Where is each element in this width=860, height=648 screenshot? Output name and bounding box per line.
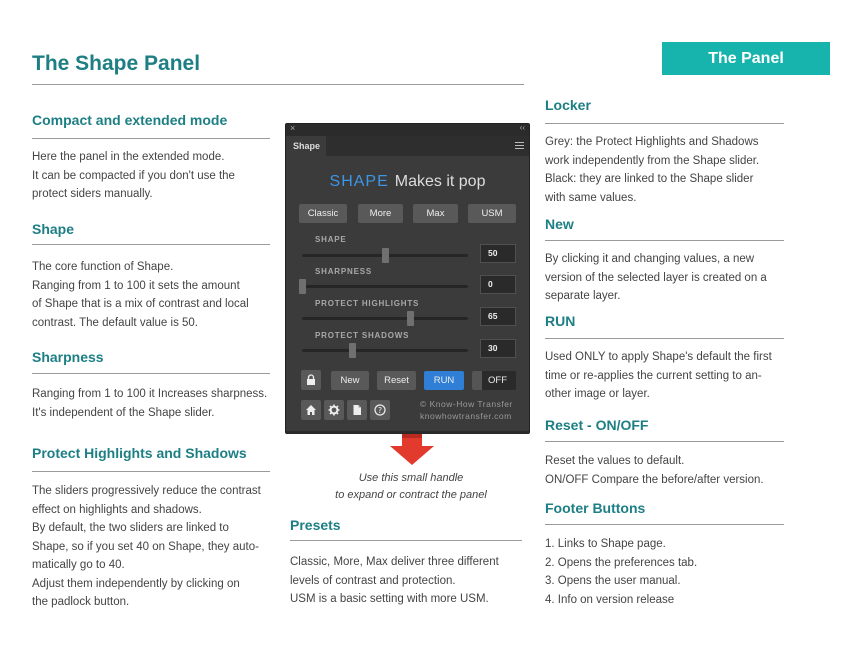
toggle-knob [472,371,482,390]
shape-divider [32,244,270,245]
compact-divider [32,138,270,139]
preset-usm-button[interactable]: USM [468,204,516,223]
credit-text [420,398,513,422]
collapse-icon[interactable]: ‹‹ [519,123,525,132]
home-button[interactable] [301,400,321,420]
new-button[interactable]: New [331,371,369,390]
close-icon[interactable]: × [290,123,296,133]
shape-slider-label: SHAPE [315,235,347,244]
brand-title [286,173,529,191]
help-icon [374,404,386,416]
on-off-toggle[interactable] [472,371,516,390]
sharpness-heading: Sharpness [32,349,104,365]
sharpness-slider-thumb[interactable] [299,279,306,294]
locker-body: Grey: the Protect Highlights and Shadows work independently from the Shape slider. Black: they are linked to the Shape slider with same values. [545,136,760,204]
preferences-button[interactable] [324,400,344,420]
locker-divider [545,123,784,124]
run-heading: RUN [545,313,576,329]
protect-highlights-slider[interactable] [302,317,468,320]
compact-heading: Compact and extended mode [32,112,228,128]
gear-icon [328,404,340,416]
handle-caption: Use this small handle to expand or contract the panel [335,472,487,501]
run-button[interactable]: RUN [424,371,464,390]
panel-menu-icon[interactable] [515,140,524,152]
presets-body: Classic, More, Max deliver three different levels of contrast and protection. USM is a basic setting with more USM. [290,556,499,605]
preset-max-button[interactable]: Max [413,204,458,223]
tab-shape[interactable]: Shape [286,136,326,156]
new-divider [545,240,784,241]
title-divider [32,84,524,85]
shape-body: The core function of Shape. Ranging from 1 to 100 it sets the amount of Shape that is a mix of contrast and local contrast. The default value is 50. [32,261,249,329]
arrow-down-icon [388,434,436,466]
preset-classic-button[interactable]: Classic [299,204,347,223]
locker-heading: Locker [545,97,591,113]
footer-buttons-heading: Footer Buttons [545,500,646,516]
footer-buttons-divider [545,524,784,525]
shape-value-field[interactable]: 50 [480,244,516,263]
info-button[interactable] [370,400,390,420]
protect-divider [32,471,270,472]
preset-more-button[interactable]: More [358,204,403,223]
brand-tagline: Makes it pop [394,173,486,190]
shape-slider[interactable] [302,254,468,257]
shape-panel [285,123,530,434]
reset-divider [545,441,784,442]
sharpness-slider-label: SHARPNESS [315,267,372,276]
reset-button[interactable]: Reset [377,371,416,390]
padlock-button[interactable] [301,370,321,390]
protect-body: The sliders progressively reduce the contrast effect on highlights and shadows. By default, the two sliders are linked to Shape, so if you set 40 on Shape, they auto- matically go to 40. Adjust them independently by clicking on the padlock button. [32,485,261,608]
reset-body: Reset the values to default. ON/OFF Compare the before/after version. [545,455,764,486]
toggle-label: OFF [488,375,507,386]
shape-slider-thumb[interactable] [382,248,389,263]
run-body: Used ONLY to apply Shape's default the first time or re-applies the current setting to an- other image or layer. [545,351,772,400]
lock-icon [305,374,317,386]
sharpness-body: Ranging from 1 to 100 it Increases sharpness. It's independent of the Shape slider. [32,388,268,419]
credit-link[interactable]: knowhowtransfer.com [420,411,512,421]
new-heading: New [545,216,574,232]
panel-topbar [286,124,529,136]
shape-heading: Shape [32,221,75,237]
sharpness-value-field[interactable]: 0 [480,275,516,294]
presets-divider [290,540,522,541]
sharpness-slider[interactable] [302,285,468,288]
protect-shadows-slider[interactable] [302,349,468,352]
reset-heading: Reset - ON/OFF [545,417,649,433]
manual-button[interactable] [347,400,367,420]
credit-line-1: © Know-How Transfer [420,399,513,409]
presets-heading: Presets [290,517,341,533]
footer-buttons-body: 1. Links to Shape page. 2. Opens the preferences tab. 3. Opens the user manual. 4. Info on version release [545,538,698,606]
protect-shadows-label: PROTECT SHADOWS [315,331,410,340]
protect-highlights-thumb[interactable] [407,311,414,326]
page-title: The Shape Panel [32,52,201,75]
document-icon [351,404,363,416]
compact-body: Here the panel in the extended mode. It can be compacted if you don't use the protect siders manually. [32,151,235,200]
protect-shadows-thumb[interactable] [349,343,356,358]
home-icon [305,404,317,416]
protect-highlights-value-field[interactable]: 65 [480,307,516,326]
protect-highlights-label: PROTECT HIGHLIGHTS [315,299,420,308]
panel-tab-row [286,136,529,156]
svg-text:?: ? [377,406,383,415]
protect-shadows-value-field[interactable]: 30 [480,339,516,358]
protect-heading: Protect Highlights and Shadows [32,445,247,461]
run-divider [545,338,784,339]
brand-name: SHAPE [329,173,389,190]
new-body: By clicking it and changing values, a new version of the selected layer is created on a separate layer. [545,253,767,302]
sharpness-divider [32,373,270,374]
the-panel-badge: The Panel [662,42,830,75]
